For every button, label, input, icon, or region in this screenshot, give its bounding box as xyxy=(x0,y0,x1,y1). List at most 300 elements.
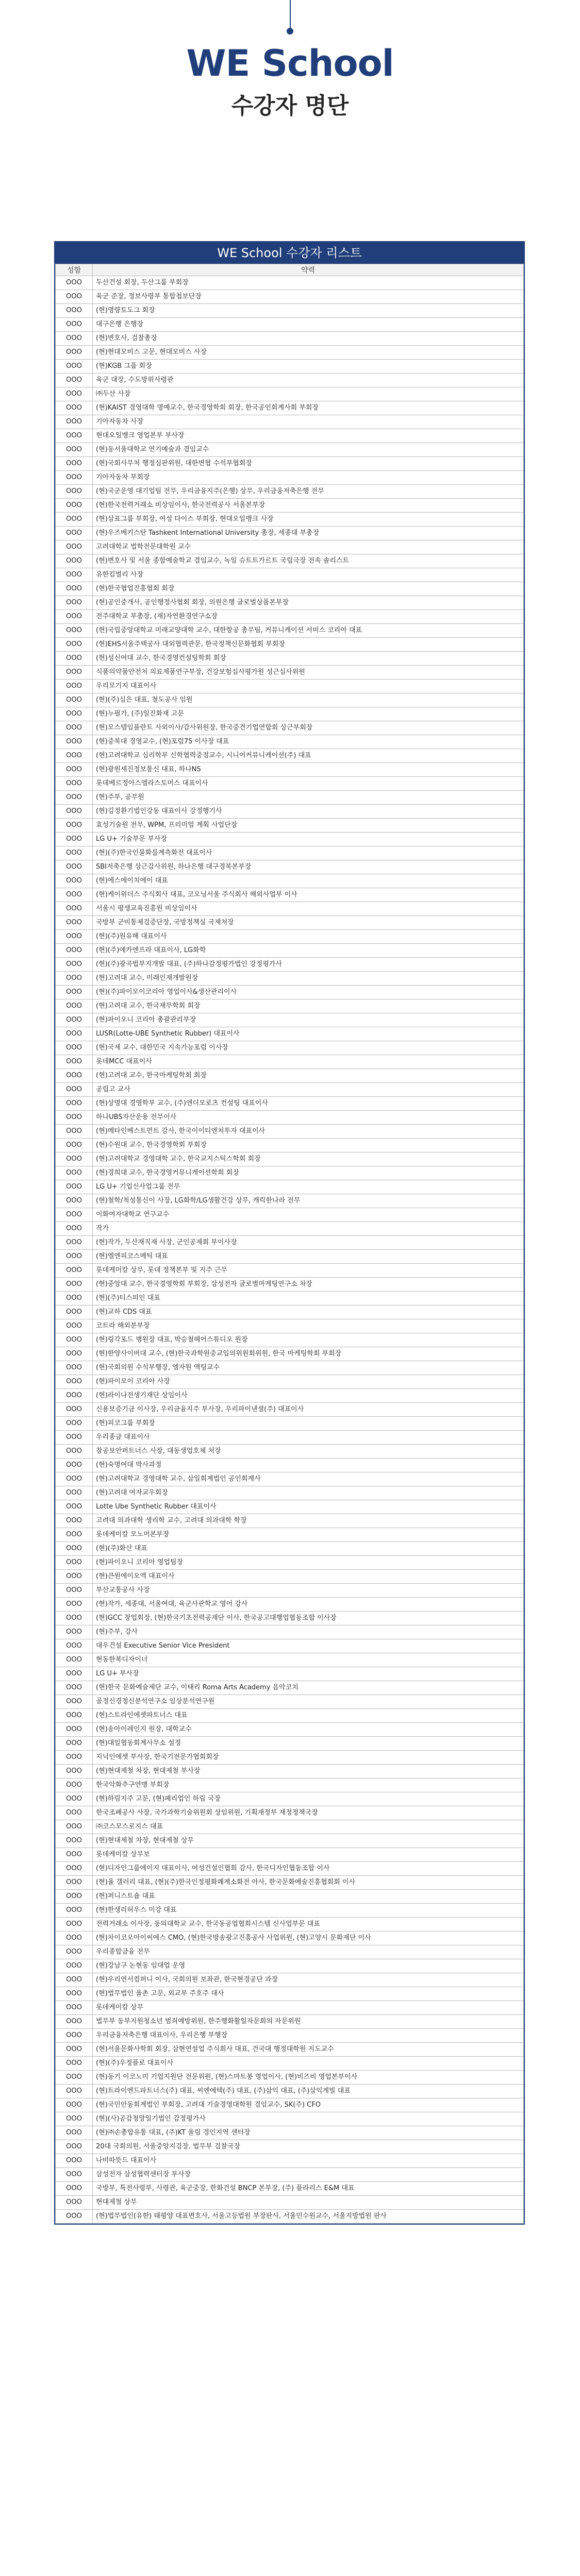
list-title: WE School 수강자 리스트 xyxy=(55,242,524,264)
table-row xyxy=(56,2182,524,2196)
attendee-bio-cell: 기아자동차 사장 xyxy=(93,415,524,429)
table-row xyxy=(56,1292,524,1306)
table-row xyxy=(56,638,524,652)
attendee-name-cell: OOO xyxy=(56,1097,93,1111)
table-row xyxy=(56,1542,524,1556)
table-row xyxy=(56,1848,524,1862)
attendee-name-cell: OOO xyxy=(56,1709,93,1723)
attendee-name-cell: OOO xyxy=(56,652,93,666)
attendee-name-cell: OOO xyxy=(56,902,93,916)
table-row xyxy=(56,1987,524,2001)
table-row xyxy=(56,401,524,415)
attendee-bio-cell: 롯데베르정아스엘라스토머스 대표이사 xyxy=(93,777,524,791)
table-row xyxy=(56,1890,524,1904)
attendee-name-cell: OOO xyxy=(56,791,93,805)
table-row xyxy=(56,763,524,777)
attendee-bio-cell: (현)GCC 창업회장, (현)한국기초전력공재단 이사, 한국공고대행업협동조합 이사장 xyxy=(93,1612,524,1625)
table-row xyxy=(56,1806,524,1820)
attendee-bio-cell: 한국악화추구연맹 부회장 xyxy=(93,1778,524,1792)
attendee-bio-cell: (현)고려대 교수, 한국마케팅학회 회장 xyxy=(93,1069,524,1083)
attendee-bio-cell: (현)주부, 공무원 xyxy=(93,791,524,805)
attendee-name-cell: OOO xyxy=(56,1542,93,1556)
table-row xyxy=(56,2084,524,2098)
attendee-name-cell: OOO xyxy=(56,582,93,596)
table-row xyxy=(56,1778,524,1792)
table-row xyxy=(56,527,524,540)
attendee-name-cell: OOO xyxy=(56,485,93,499)
attendee-name-cell: OOO xyxy=(56,958,93,972)
attendee-name-cell: OOO xyxy=(56,1194,93,1208)
attendee-bio-cell: ㈜두산 사장 xyxy=(93,387,524,401)
attendee-bio-cell: (현)EHS서울주택공사 대외협력관문, 한국정책신문화협회 부회장 xyxy=(93,638,524,652)
attendee-bio-cell: (현)퍼니스트숍 대표 xyxy=(93,1890,524,1904)
table-row xyxy=(56,805,524,819)
table-row xyxy=(56,666,524,680)
attendee-bio-cell: (현)강남구 논현동 임대업 운영 xyxy=(93,1959,524,1973)
attendee-name-cell: OOO xyxy=(56,1083,93,1097)
attendee-name-cell: OOO xyxy=(56,721,93,735)
table-row xyxy=(56,1194,524,1208)
attendee-bio-cell: 대구은행 은행장 xyxy=(93,318,524,332)
attendee-bio-cell: (현)고려대 교수, 한국재무학회 회장 xyxy=(93,999,524,1013)
attendee-name-cell: OOO xyxy=(56,1333,93,1347)
attendee-name-cell: OOO xyxy=(56,874,93,888)
table-row xyxy=(56,1083,524,1097)
attendee-name-cell: OOO xyxy=(56,1778,93,1792)
attendee-bio-cell: (현)국군운영 대기업팀 전무, 우리금융지주(은행) 상무, 우리금융저축은행 전무 xyxy=(93,485,524,499)
attendee-bio-cell: (현)(사)공감청망일기법인 감정평가사 xyxy=(93,2112,524,2126)
attendee-name-cell: OOO xyxy=(56,1667,93,1681)
table-row xyxy=(56,1584,524,1598)
attendee-name-cell: OOO xyxy=(56,805,93,819)
attendee-name-cell: OOO xyxy=(56,763,93,777)
table-row xyxy=(56,1612,524,1625)
attendee-bio-cell: (현)법무법인(유한) 태평양 대표변호사, 서울고등법원 부장판사, 서울민수원교수, 서울지방법원 판사 xyxy=(93,2210,524,2224)
attendee-bio-cell: (현)우즈베키스탄 Tashkent International University 총장, 세종대 부총장 xyxy=(93,527,524,540)
attendee-bio-cell: (현)삼표그룹 부회장, 여성 다이스 부회장, 현대오일뱅크 사장 xyxy=(93,513,524,527)
attendee-name-cell: OOO xyxy=(56,360,93,374)
attendee-bio-cell: 하나UBS자산운용 전무이사 xyxy=(93,1111,524,1125)
top-connector-dot xyxy=(287,28,293,35)
attendee-bio-cell: (현)국회의원 수석부행장, 엠자원 액팅교수 xyxy=(93,1361,524,1375)
table-row xyxy=(56,2043,524,2057)
attendee-bio-cell: ㈜코스모스로지스 대표 xyxy=(93,1820,524,1834)
attendee-name-cell: OOO xyxy=(56,1445,93,1459)
attendee-bio-cell: 육군 준장, 정보사령부 통합첩보단장 xyxy=(93,290,524,304)
table-row xyxy=(56,1375,524,1389)
attendee-name-cell: OOO xyxy=(56,624,93,638)
table-row xyxy=(56,2015,524,2029)
attendee-bio-cell: (현)메타인베스트먼트 감사, 한국이이티엔처투자 대표이사 xyxy=(93,1125,524,1139)
attendee-bio-cell: (현)명량토도그 회장 xyxy=(93,304,524,318)
attendee-name-cell: OOO xyxy=(56,374,93,387)
table-row xyxy=(56,276,524,290)
attendee-name-cell: OOO xyxy=(56,1361,93,1375)
attendee-name-cell: OOO xyxy=(56,846,93,860)
attendee-bio-cell: (현)케이위더스 주식회사 대표, 코오닝서울 주식회사 해외사업부 이사 xyxy=(93,888,524,902)
attendee-bio-cell: (현)고려대 교수, 미래인재개발원장 xyxy=(93,972,524,986)
table-row xyxy=(56,387,524,401)
attendee-bio-cell: (현)국민안동회계법인 부회장, 고려대 기술경영대학원 겸임교수, SK(주) CFO xyxy=(93,2098,524,2112)
table-row xyxy=(56,860,524,874)
table-row xyxy=(56,1111,524,1125)
attendee-bio-cell: (현)대일협동회계사무소 설정 xyxy=(93,1737,524,1751)
table-row xyxy=(56,1319,524,1333)
attendee-bio-cell: (현)(주)한국인불화를계측화전 대표이사 xyxy=(93,846,524,860)
table-row xyxy=(56,693,524,707)
attendee-name-cell: OOO xyxy=(56,1319,93,1333)
attendee-bio-cell: (현)변호사 및 서울 종합예술학교 겸임교수, 녹일 슈트트가르트 국립극장 전속 솔리스트 xyxy=(93,554,524,568)
attendee-name-cell: OOO xyxy=(56,1459,93,1472)
table-row xyxy=(56,1973,524,1987)
attendee-bio-cell: (현)모스템임플란트 사외이사/감사위원장, 한국중견기업연합회 상근부회장 xyxy=(93,721,524,735)
attendee-name-cell: OOO xyxy=(56,1306,93,1319)
table-row xyxy=(56,1153,524,1166)
attendee-bio-cell: (현)서울문화사학회 회장, 삼현연설업 주식회사 대표, 건국대 행정대학원 지도교수 xyxy=(93,2043,524,2057)
attendee-bio-cell: (현)김정환기법인강동 대표이사 강정행기사 xyxy=(93,805,524,819)
table-row xyxy=(56,1639,524,1653)
table-row xyxy=(56,415,524,429)
attendee-name-cell: OOO xyxy=(56,1918,93,1931)
attendee-name-cell: OOO xyxy=(56,1166,93,1180)
attendee-bio-cell: (현)(주)광곡법부지개발 대표, (주)하나감정평가법인 강정평가사 xyxy=(93,958,524,972)
attendee-name-cell: OOO xyxy=(56,1848,93,1862)
table-row xyxy=(56,680,524,693)
table-row xyxy=(56,1500,524,1514)
attendee-name-cell: OOO xyxy=(56,2182,93,2196)
table-row xyxy=(56,1876,524,1890)
table-row xyxy=(56,1918,524,1931)
table-row xyxy=(56,1570,524,1584)
attendee-name-cell: OOO xyxy=(56,1111,93,1125)
attendee-name-cell: OOO xyxy=(56,499,93,513)
attendee-bio-cell: 현대오일뱅크 영업본부 부사장 xyxy=(93,429,524,443)
table-row xyxy=(56,290,524,304)
table-row xyxy=(56,1556,524,1570)
table-row xyxy=(56,1723,524,1737)
attendee-bio-cell: (현)파이오니 코리아 총괄관리부장 xyxy=(93,1013,524,1027)
table-row xyxy=(56,1945,524,1959)
attendee-name-cell: OOO xyxy=(56,1069,93,1083)
attendee-name-cell: OOO xyxy=(56,1292,93,1306)
table-row xyxy=(56,1333,524,1347)
attendee-bio-cell: (현)엘엔피코스메틱 대표 xyxy=(93,1250,524,1264)
attendee-name-cell: OOO xyxy=(56,1041,93,1055)
attendee-name-cell: OOO xyxy=(56,1973,93,1987)
attendee-bio-cell: 기아자동차 부회장 xyxy=(93,471,524,485)
table-row xyxy=(56,916,524,930)
table-row xyxy=(56,513,524,527)
attendee-bio-cell: (현)한국협업진흥협회 회장 xyxy=(93,582,524,596)
attendee-name-cell: OOO xyxy=(56,568,93,582)
attendee-name-cell: OOO xyxy=(56,1681,93,1695)
attendee-bio-cell: (현)상명대 경영학부 교수, (주)엔더모로츠 컨설팅 대표이사 xyxy=(93,1097,524,1111)
attendee-bio-cell: (현)파이오니 코리아 영업팀장 xyxy=(93,1556,524,1570)
attendee-name-cell: OOO xyxy=(56,1264,93,1278)
attendee-name-cell: OOO xyxy=(56,2140,93,2154)
attendee-bio-cell: 법무부 동부지원청소년 범죄예방위원, 한주행화활일자문회의 자문위원 xyxy=(93,2015,524,2029)
attendee-bio-cell: (현)(주)에카엔프라 대표이사, LG화학 xyxy=(93,944,524,958)
table-row xyxy=(56,944,524,958)
attendee-name-cell: OOO xyxy=(56,346,93,360)
attendee-name-cell: OOO xyxy=(56,2210,93,2224)
attendee-name-cell: OOO xyxy=(56,1987,93,2001)
table-row xyxy=(56,1389,524,1403)
attendee-name-cell: OOO xyxy=(56,2071,93,2084)
attendee-name-cell: OOO xyxy=(56,888,93,902)
attendee-bio-cell: 육군 대장, 수도방위사령관 xyxy=(93,374,524,387)
attendee-bio-cell: 효성기술원 전무, WPM, 프리미엄 계획 사업단장 xyxy=(93,819,524,833)
table-row xyxy=(56,1598,524,1612)
attendee-bio-cell: 우리종금 대표이사 xyxy=(93,1431,524,1445)
attendee-name-cell: OOO xyxy=(56,2084,93,2098)
table-row xyxy=(56,2210,524,2224)
attendee-bio-cell: (현)하림지주 고문, (현)패리업인 하림 국장 xyxy=(93,1792,524,1806)
table-row xyxy=(56,1250,524,1264)
attendee-bio-cell: (현)동기 이코노미 기업지원단 전문위원, (현)스마트봉 영업이사, (현)비즈비 영업본부이사 xyxy=(93,2071,524,2084)
attendee-name-cell: OOO xyxy=(56,735,93,749)
table-row xyxy=(56,1486,524,1500)
table-row xyxy=(56,735,524,749)
attendee-bio-cell: (현)작가, 두산재직재 사장, 군인공제회 부이사장 xyxy=(93,1236,524,1250)
attendee-name-cell: OOO xyxy=(56,1055,93,1069)
attendee-name-cell: OOO xyxy=(56,1792,93,1806)
table-row xyxy=(56,1027,524,1041)
attendee-bio-cell: (현)철학/척성통신이 사장, LG화학/LG생활건강 상무, 캐릭한나라 전무 xyxy=(93,1194,524,1208)
table-row xyxy=(56,1013,524,1027)
attendee-bio-cell: (현)(주)파이모이코리아 영업이사&생산관리이사 xyxy=(93,986,524,999)
attendee-name-cell: OOO xyxy=(56,2126,93,2140)
attendee-bio-cell: 골정신경정신분석연구소 임상분석연구원 xyxy=(93,1695,524,1709)
attendee-name-cell: OOO xyxy=(56,1695,93,1709)
table-row xyxy=(56,374,524,387)
attendee-bio-cell: LG U+ 부사장 xyxy=(93,1667,524,1681)
attendee-name-cell: OOO xyxy=(56,1653,93,1667)
attendee-name-cell: OOO xyxy=(56,290,93,304)
table-row xyxy=(56,443,524,457)
attendee-name-cell: OOO xyxy=(56,1486,93,1500)
attendee-name-cell: OOO xyxy=(56,1389,93,1403)
attendee-name-cell: OOO xyxy=(56,916,93,930)
table-row xyxy=(56,1431,524,1445)
table-row xyxy=(56,1820,524,1834)
attendee-name-cell: OOO xyxy=(56,2154,93,2168)
attendee-bio-cell: (현)(주)화산 대표 xyxy=(93,1542,524,1556)
attendee-bio-cell: 대우건설 Executive Senior Vice President xyxy=(93,1639,524,1653)
attendee-bio-cell: SBI저축은행 상근감사위원, 하나은행 대구경북본부장 xyxy=(93,860,524,874)
attendee-name-cell: OOO xyxy=(56,693,93,707)
attendee-bio-cell: 부산교통공사 사장 xyxy=(93,1584,524,1598)
attendee-name-cell: OOO xyxy=(56,596,93,610)
attendee-bio-cell: (현)교하 CDS 대표 xyxy=(93,1306,524,1319)
attendee-name-cell: OOO xyxy=(56,749,93,763)
table-row xyxy=(56,1931,524,1945)
table-row xyxy=(56,1208,524,1222)
attendee-name-cell: OOO xyxy=(56,2043,93,2057)
attendee-name-cell: OOO xyxy=(56,429,93,443)
attendee-bio-cell: (현)현대제철 차장, 현대제철 부사장 xyxy=(93,1765,524,1778)
attendee-name-cell: OOO xyxy=(56,415,93,429)
attendee-bio-cell: 식품의약품안전처 의료제품연구부장, 건강보험심사평가원 성근심사위원 xyxy=(93,666,524,680)
attendee-bio-cell: (현)디자인그룹에이지 대표이사, 여성건설인협회 감사, 한국디자인협동조합 이사 xyxy=(93,1862,524,1876)
table-row xyxy=(56,1055,524,1069)
table-row xyxy=(56,1737,524,1751)
attendee-bio-cell: (현)(주)티스피인 대표 xyxy=(93,1292,524,1306)
attendee-bio-cell: (현)한국 문화예술제단 교수, 이태리 Roma Arts Academy 음악코치 xyxy=(93,1681,524,1695)
attendee-name-cell: OOO xyxy=(56,1180,93,1194)
table-row xyxy=(56,833,524,846)
table-row xyxy=(56,1222,524,1236)
table-row xyxy=(56,1041,524,1055)
attendee-name-cell: OOO xyxy=(56,986,93,999)
table-row xyxy=(56,707,524,721)
attendee-name-cell: OOO xyxy=(56,2015,93,2029)
attendee-bio-cell: LG U+ 기업신사업그룹 전무 xyxy=(93,1180,524,1194)
table-row xyxy=(56,986,524,999)
table-row xyxy=(56,1445,524,1459)
attendee-name-cell: OOO xyxy=(56,1500,93,1514)
attendee-bio-cell: (현)작가, 세종대, 서울여대, 육군사관학교 영어 강사 xyxy=(93,1598,524,1612)
attendee-name-cell: OOO xyxy=(56,1820,93,1834)
attendee-bio-cell: 나비따뜻드 대표이사 xyxy=(93,2154,524,2168)
attendee-name-cell: OOO xyxy=(56,1236,93,1250)
attendee-name-cell: OOO xyxy=(56,2057,93,2071)
table-row xyxy=(56,346,524,360)
table-header-row xyxy=(56,264,524,276)
table-row xyxy=(56,1528,524,1542)
attendee-bio-cell: 우리종합금융 전무 xyxy=(93,1945,524,1959)
attendee-bio-cell: 코트라 해외분부장 xyxy=(93,1319,524,1333)
attendee-bio-cell: (현)국립중앙대학교 미래교양대학 교수, 대한항공 총무팀, 커뮤니케이션 서비스 코리아 대표 xyxy=(93,624,524,638)
attendee-bio-cell: (현)(주)우정플로 대표이사 xyxy=(93,2057,524,2071)
attendee-bio-cell: 현대제철 상무 xyxy=(93,2196,524,2210)
table-row xyxy=(56,1834,524,1848)
attendee-name-cell: OOO xyxy=(56,1598,93,1612)
attendee-name-cell: OOO xyxy=(56,1931,93,1945)
table-row xyxy=(56,2098,524,2112)
attendee-bio-cell: (현)에스에이치에이 대표 xyxy=(93,874,524,888)
attendee-name-cell: OOO xyxy=(56,1904,93,1918)
attendee-bio-cell: (현)피코그룹 부회장 xyxy=(93,1417,524,1431)
table-row xyxy=(56,568,524,582)
attendee-name-cell: OOO xyxy=(56,610,93,624)
table-row xyxy=(56,429,524,443)
attendee-name-cell: OOO xyxy=(56,1027,93,1041)
table-row xyxy=(56,1097,524,1111)
attendee-bio-cell: 전력거래소 이사장, 동의대학교 교수, 한국동공업협회시스템 신사업부문 대표 xyxy=(93,1918,524,1931)
attendee-bio-cell: (현)차이코오아이씨에스 CMO, (현)한국방송광고진흥공사 사업위원, (현)고양시 문화재단 이사 xyxy=(93,1931,524,1945)
attendee-name-cell: OOO xyxy=(56,1959,93,1973)
table-row xyxy=(56,1069,524,1083)
attendee-bio-cell: (현)광원세진정보통신 대표, 하나NS xyxy=(93,763,524,777)
attendee-name-cell: OOO xyxy=(56,1514,93,1528)
attendee-bio-cell: (현)㈜손총합유통 대표, (주)KT 울림 경인지역 센터장 xyxy=(93,2126,524,2140)
table-row xyxy=(56,1459,524,1472)
attendee-bio-cell: (현)한생리허우스 미강 대표 xyxy=(93,1904,524,1918)
table-row xyxy=(56,1347,524,1361)
table-row xyxy=(56,499,524,513)
attendee-name-cell: OOO xyxy=(56,819,93,833)
attendee-bio-cell: 우리금융저축은행 대표이사, 우리은행 부행장 xyxy=(93,2029,524,2043)
table-row xyxy=(56,2196,524,2210)
table-row xyxy=(56,902,524,916)
table-row xyxy=(56,582,524,596)
attendee-name-cell: OOO xyxy=(56,2168,93,2182)
attendee-bio-cell: 유한킴벌리 사장 xyxy=(93,568,524,582)
attendee-name-cell: OOO xyxy=(56,1765,93,1778)
attendee-bio-cell: 국방부 군비통제검증단장, 국방정책실 국제처장 xyxy=(93,916,524,930)
attendee-name-cell: OOO xyxy=(56,1876,93,1890)
attendee-bio-cell: (현)수원대 교수, 한국경영학회 부회장 xyxy=(93,1139,524,1153)
table-row xyxy=(56,874,524,888)
attendee-bio-cell: 현동한복디자이너 xyxy=(93,1653,524,1667)
attendee-name-cell: OOO xyxy=(56,304,93,318)
attendee-name-cell: OOO xyxy=(56,1153,93,1166)
table-row xyxy=(56,1139,524,1153)
table-row xyxy=(56,2029,524,2043)
attendee-bio-cell: (현)중앙대 교수, 한국경영학회 부회장, 삼성전자 글로벌마케팅연구소 차장 xyxy=(93,1278,524,1292)
attendee-name-cell: OOO xyxy=(56,1584,93,1598)
attendee-bio-cell: 롯데MCC 대표이사 xyxy=(93,1055,524,1069)
attendee-bio-cell: (현)중북대 경영교수, (현)포럼75 이사장 대표 xyxy=(93,735,524,749)
attendee-name-cell: OOO xyxy=(56,1125,93,1139)
table-row xyxy=(56,888,524,902)
table-row xyxy=(56,1653,524,1667)
attendee-name-cell: OOO xyxy=(56,1528,93,1542)
table-row xyxy=(56,1180,524,1194)
table-row xyxy=(56,1278,524,1292)
table-row xyxy=(56,1403,524,1417)
attendee-bio-cell: (현)송아이레인지 원장, 대학교수 xyxy=(93,1723,524,1737)
attendee-name-cell: OOO xyxy=(56,1013,93,1027)
table-row xyxy=(56,1667,524,1681)
table-row xyxy=(56,1236,524,1250)
attendee-name-cell: OOO xyxy=(56,1806,93,1820)
attendee-name-cell: OOO xyxy=(56,1834,93,1848)
table-row xyxy=(56,596,524,610)
attendee-name-cell: OOO xyxy=(56,1250,93,1264)
attendee-bio-cell: (현)라이나전생기재단 상임이사 xyxy=(93,1389,524,1403)
attendee-bio-cell: 고려대학교 법학전문대학원 교수 xyxy=(93,540,524,554)
attendee-name-cell: OOO xyxy=(56,2098,93,2112)
attendee-bio-cell: (현)KAIST 경영대학 명예교수, 한국경영학회 회장, 한국공인회계사회 부회장 xyxy=(93,401,524,415)
attendee-name-cell: OOO xyxy=(56,930,93,944)
attendee-name-cell: OOO xyxy=(56,1737,93,1751)
table-row xyxy=(56,1765,524,1778)
attendee-bio-cell: 두산건설 회장, 두산그룹 부회장 xyxy=(93,276,524,290)
attendee-name-cell: OOO xyxy=(56,999,93,1013)
column-header-bio: 약력 xyxy=(93,264,524,276)
attendee-name-cell: OOO xyxy=(56,1278,93,1292)
table-row xyxy=(56,332,524,346)
attendee-bio-cell: 한국조폐공사 사장, 국가과학기술위원회 상임위원, 기획재정부 재정정책국장 xyxy=(93,1806,524,1820)
table-row xyxy=(56,2057,524,2071)
attendee-name-cell: OOO xyxy=(56,554,93,568)
attendee-name-cell: OOO xyxy=(56,387,93,401)
attendee-bio-cell: (현)숙명여대 박사과정 xyxy=(93,1459,524,1472)
attendee-name-cell: OOO xyxy=(56,860,93,874)
attendee-bio-cell: (현)변호사, 검찰총장 xyxy=(93,332,524,346)
table-row xyxy=(56,749,524,763)
attendee-bio-cell: 참공보안퍼트너스 사장, 대동생업호체 처장 xyxy=(93,1445,524,1459)
table-row xyxy=(56,2154,524,2168)
attendee-bio-cell: (현)(주)원유해 대표이사 xyxy=(93,930,524,944)
table-row xyxy=(56,554,524,568)
table-row xyxy=(56,777,524,791)
table-row xyxy=(56,1166,524,1180)
column-header-name: 성함 xyxy=(56,264,93,276)
attendee-name-cell: OOO xyxy=(56,1403,93,1417)
